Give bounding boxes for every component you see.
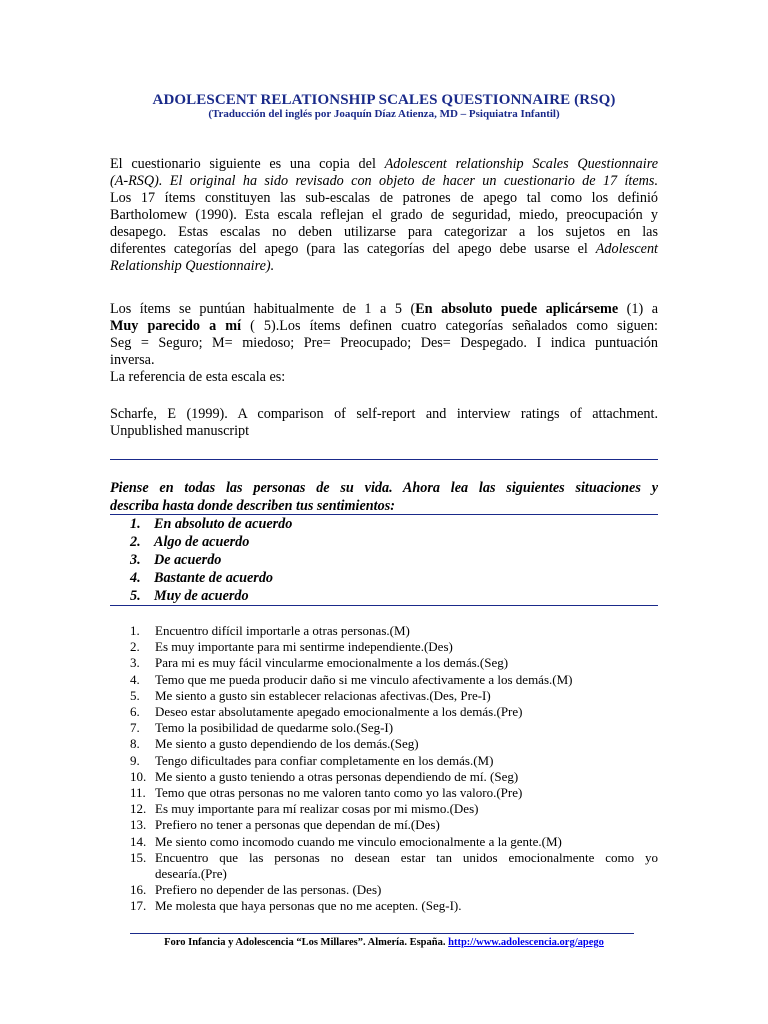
item-text-block xyxy=(155,769,658,785)
scoring-line-5: La referencia de esta escala es: xyxy=(110,369,286,385)
questionnaire-item xyxy=(130,817,658,833)
questionnaire-item xyxy=(130,801,658,817)
scale-option-label: Bastante de acuerdo xyxy=(154,570,274,586)
intro-line-3: Los 17 ítems constituyen las sub-escalas de patrones de apego tal como los definió xyxy=(110,190,658,206)
questionnaire-item xyxy=(130,736,658,752)
scoring-line-1: Los ítems se puntúan habitualmente de 1 a 5 (En absoluto puede aplicárseme (1) a xyxy=(110,301,659,317)
footer xyxy=(0,937,768,948)
item-text: Temo la posibilidad de quedarme solo.(Seg-I) xyxy=(155,720,394,736)
item-text-block xyxy=(155,623,658,639)
item-text: Encuentro que las personas no desean estar tan unidos emocionalmente como yo xyxy=(155,849,658,865)
questionnaire-item xyxy=(130,785,658,801)
item-text: Me siento a gusto teniendo a otras personas dependiendo de mí. (Seg) xyxy=(155,768,519,784)
item-number: 10. xyxy=(130,768,147,784)
questionnaire-item xyxy=(130,639,658,655)
item-text: Me molesta que haya personas que no me acepten. (Seg-I). xyxy=(155,898,462,914)
item-text-block xyxy=(155,801,658,817)
intro-line-4: Bartholomew (1990). Esta escala reflejan el grado de seguridad, miedo, preocupación y xyxy=(110,207,658,223)
item-text: Para mi es muy fácil vincularme emocionalmente a los demás.(Seg) xyxy=(155,655,509,671)
item-text-block xyxy=(155,672,658,688)
reference-paragraph xyxy=(110,406,658,440)
questionnaire-item xyxy=(130,720,658,736)
questionnaire-items-list xyxy=(130,623,658,915)
questionnaire-item xyxy=(130,753,658,769)
item-number: 2. xyxy=(130,639,140,655)
reference-line-2: Unpublished manuscript xyxy=(110,423,250,439)
item-number: 4. xyxy=(130,671,140,687)
item-number: 5. xyxy=(130,687,140,703)
questionnaire-item xyxy=(130,882,658,898)
scale-option-label: En absoluto de acuerdo xyxy=(154,516,293,532)
item-number: 16. xyxy=(130,882,147,898)
intro-line-7: Relationship Questionnaire). xyxy=(110,258,275,274)
instruction-line-2: describa hasta donde describen tus sentimientos: xyxy=(110,498,395,514)
item-text-block xyxy=(155,817,658,833)
item-text: Es muy importante para mi sentirme independiente.(Des) xyxy=(155,639,453,655)
divider-scale xyxy=(110,605,658,606)
questionnaire-item xyxy=(130,898,658,914)
scale-option-number: 3. xyxy=(130,552,141,568)
footer-link[interactable]: http://www.adolescencia.org/apego xyxy=(448,937,604,948)
item-text: Me siento a gusto sin establecer relacionas afectivas.(Des, Pre-I) xyxy=(155,687,491,703)
item-text: Me siento a gusto dependiendo de los demás.(Seg) xyxy=(155,736,419,752)
item-text-block xyxy=(155,882,658,898)
questionnaire-item xyxy=(130,769,658,785)
item-number: 12. xyxy=(130,801,147,817)
questionnaire-item xyxy=(130,834,658,850)
scale-option xyxy=(130,515,292,533)
scale-option-number: 1. xyxy=(130,516,141,532)
item-text-block xyxy=(155,720,658,736)
instruction-line-1: Piense en todas las personas de su vida. Ahora lea las siguientes situaciones y xyxy=(110,480,658,496)
item-text: Tengo dificultades para confiar completamente en los demás.(M) xyxy=(155,752,494,768)
document-subtitle: (Traducción del inglés por Joaquín Díaz Atienza, MD – Psiquiatra Infantil) xyxy=(208,108,560,120)
intro-line-5: desapego. Estas escalas no deben utilizarse para categorizar a los sujetos en las xyxy=(110,224,658,240)
questionnaire-item xyxy=(130,850,658,882)
item-text: Temo que otras personas no me valoren tanto como yo las valoro.(Pre) xyxy=(155,785,523,801)
scale-option-label: Muy de acuerdo xyxy=(154,588,249,604)
questionnaire-item xyxy=(130,655,658,671)
item-text-continuation: desearía.(Pre) xyxy=(155,866,227,882)
item-text-block xyxy=(155,704,658,720)
scoring-paragraph xyxy=(110,301,658,386)
scale-option xyxy=(130,533,292,551)
item-text: Deseo estar absolutamente apegado emocionalmente a los demás.(Pre) xyxy=(155,704,523,720)
divider-footer xyxy=(130,933,634,934)
item-text: Encuentro difícil importarle a otras personas.(M) xyxy=(155,623,410,638)
item-text-block xyxy=(155,736,658,752)
item-text: Prefiero no tener a personas que dependan de mí.(Des) xyxy=(155,817,440,833)
item-text-block xyxy=(155,753,658,769)
scale-option-label: Algo de acuerdo xyxy=(154,534,250,550)
item-number: 7. xyxy=(130,720,140,736)
scale-option xyxy=(130,587,292,605)
item-text-block xyxy=(155,655,658,671)
item-text: Prefiero no depender de las personas. (Des) xyxy=(155,882,382,898)
questionnaire-item xyxy=(130,688,658,704)
scale-option xyxy=(130,569,292,587)
item-text: Temo que me pueda producir daño si me vinculo afectivamente a los demás.(M) xyxy=(155,671,573,687)
scale-option-number: 4. xyxy=(130,570,141,586)
questionnaire-item xyxy=(130,704,658,720)
intro-line-2: (A-RSQ). El original ha sido revisado con objeto de hacer un cuestionario de 17 ítems. xyxy=(110,173,658,189)
item-number: 11. xyxy=(130,785,146,801)
footer-text: Foro Infancia y Adolescencia “Los Millares”. Almería. España. xyxy=(164,937,449,948)
questionnaire-item xyxy=(130,672,658,688)
item-text: Es muy importante para mí realizar cosas por mi mismo.(Des) xyxy=(155,801,479,817)
instruction-text xyxy=(110,479,658,515)
item-number: 6. xyxy=(130,704,140,720)
scale-option xyxy=(130,551,292,569)
item-number: 1. xyxy=(130,623,140,638)
item-number: 15. xyxy=(130,849,147,865)
intro-paragraph xyxy=(110,156,658,275)
divider-top xyxy=(110,459,658,460)
item-number: 9. xyxy=(130,752,140,768)
scale-option-number: 2. xyxy=(130,534,141,550)
reference-line-1: Scharfe, E (1999). A comparison of self-report and interview ratings of attachment. xyxy=(110,406,658,422)
questionnaire-item xyxy=(130,623,658,639)
intro-line-1: El cuestionario siguiente es una copia del Adolescent relationship Scales Questionnaire xyxy=(110,156,658,172)
scoring-line-4: inversa. xyxy=(110,352,155,368)
item-text: Me siento como incomodo cuando me vinculo emocionalmente a la gente.(M) xyxy=(155,833,562,849)
item-number: 17. xyxy=(130,898,147,914)
response-scale-list xyxy=(130,515,292,605)
item-number: 8. xyxy=(130,736,140,752)
scoring-line-3: Seg = Seguro; M= miedoso; Pre= Preocupado; Des= Despegado. I indica puntuación xyxy=(110,335,658,351)
item-text-block xyxy=(155,688,658,704)
scale-option-label: De acuerdo xyxy=(154,552,222,568)
item-text-block xyxy=(155,639,658,655)
item-text-block xyxy=(155,785,658,801)
intro-line-6: diferentes categorías del apego (para las categorías del apego debe usarse el Adolescent xyxy=(110,241,658,257)
item-number: 14. xyxy=(130,833,147,849)
item-text-block xyxy=(155,834,658,850)
document-title: ADOLESCENT RELATIONSHIP SCALES QUESTIONNAIRE (RSQ) xyxy=(152,92,616,108)
scale-option-number: 5. xyxy=(130,588,141,604)
item-text-block xyxy=(155,850,658,882)
scoring-line-2: Muy parecido a mí ( 5).Los ítems definen cuatro categorías señalados como siguen: xyxy=(110,318,658,334)
item-number: 13. xyxy=(130,817,147,833)
item-number: 3. xyxy=(130,655,140,671)
item-text-block xyxy=(155,898,658,914)
